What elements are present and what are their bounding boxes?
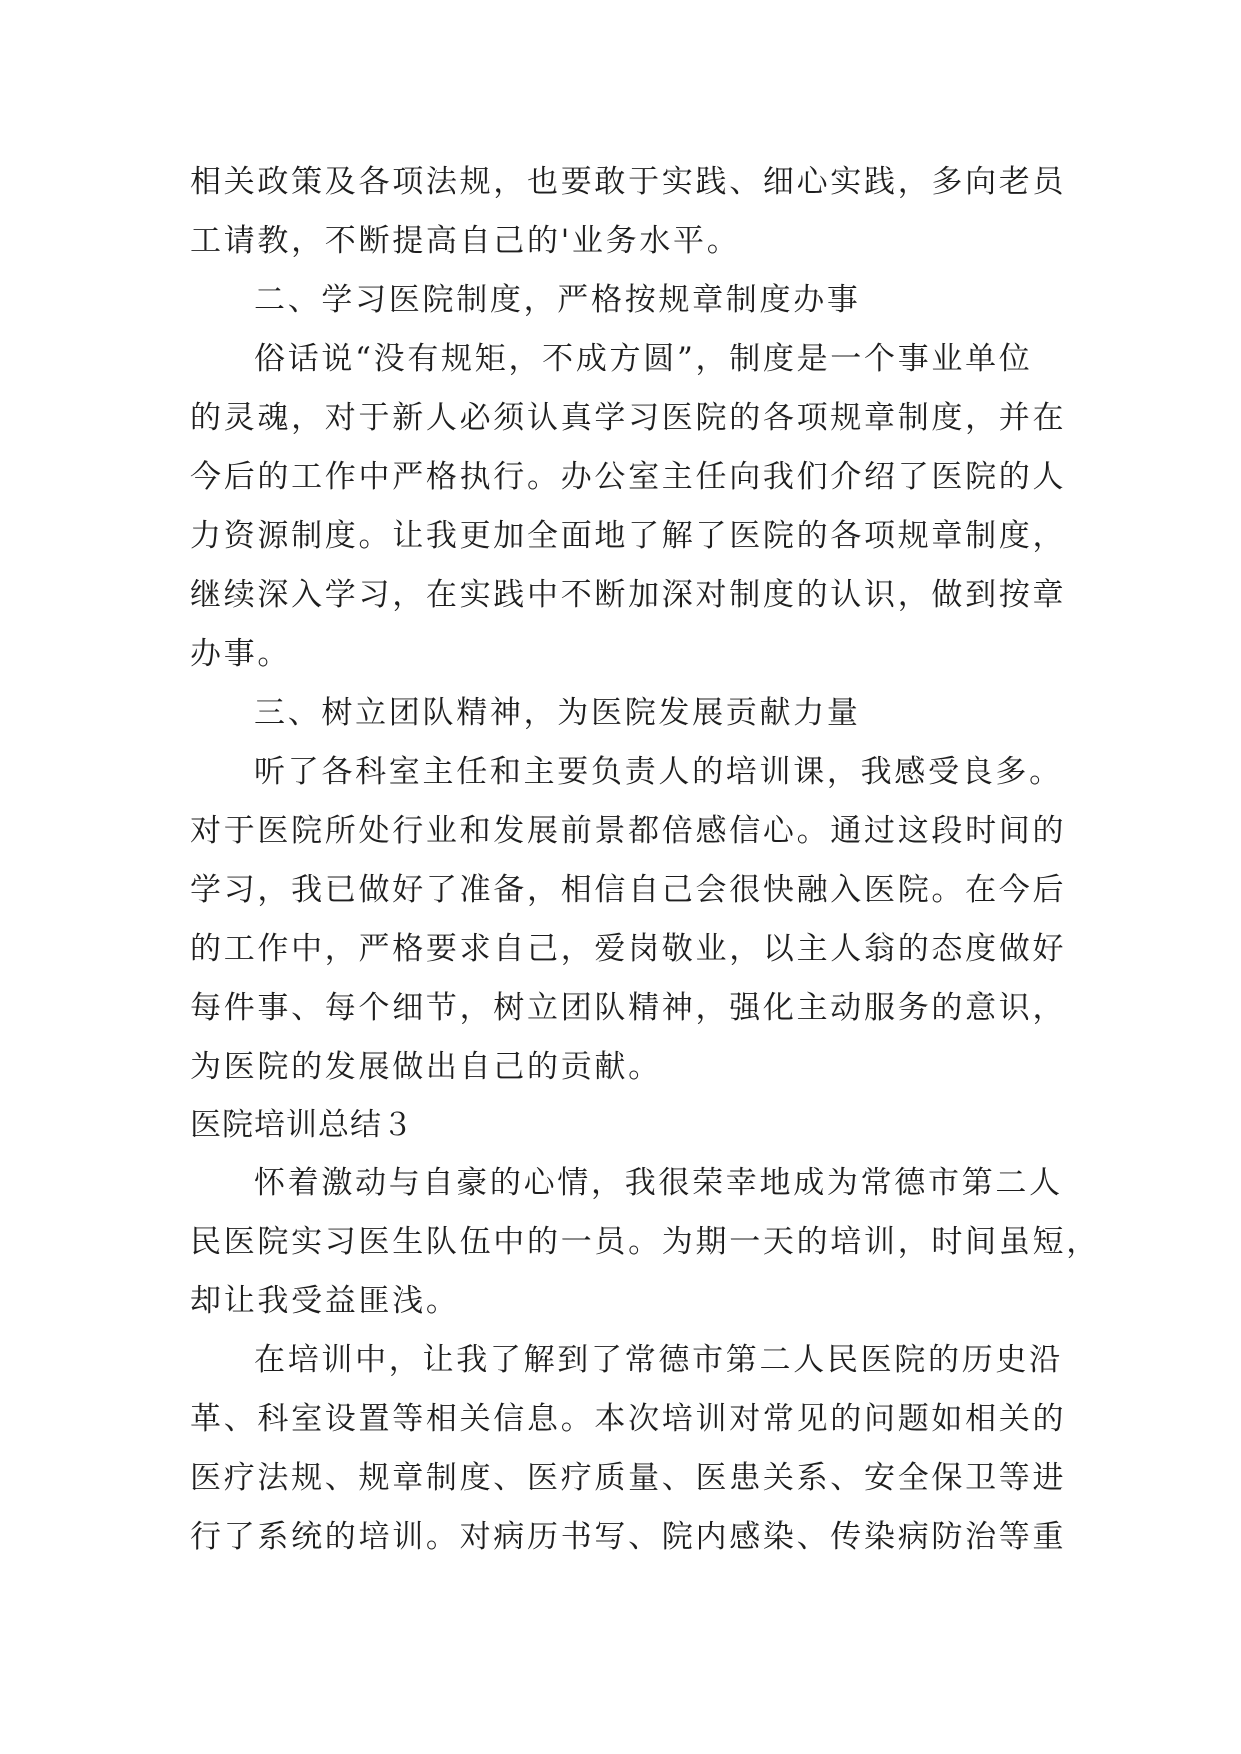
paragraph-line: 每件事、每个细节，树立团队精神，强化主动服务的意识，	[190, 990, 1067, 1026]
paragraph-line: 为医院的发展做出自己的贡献。	[190, 1049, 662, 1085]
section-heading-3: 三、树立团队精神，为医院发展贡献力量	[254, 695, 861, 731]
paragraph-line: 俗话说“没有规矩，不成方圆”，制度是一个事业单位	[254, 341, 1033, 377]
paragraph-line: 今后的工作中严格执行。办公室主任向我们介绍了医院的人	[190, 459, 1067, 495]
paragraph-line: 行了系统的培训。对病历书写、院内感染、传染病防治等重	[190, 1519, 1067, 1555]
paragraph-line: 对于医院所处行业和发展前景都倍感信心。通过这段时间的	[190, 813, 1067, 849]
paragraph-line: 却让我受益匪浅。	[190, 1283, 460, 1319]
paragraph-line: 民医院实习医生队伍中的一员。为期一天的培训，时间虽短，	[190, 1224, 1100, 1260]
paragraph-line: 在培训中，让我了解到了常德市第二人民医院的历史沿	[254, 1342, 1063, 1378]
paragraph-line: 工请教，不断提高自己的'业务水平。	[190, 223, 741, 259]
paragraph-line: 怀着激动与自豪的心情，我很荣幸地成为常德市第二人	[254, 1165, 1063, 1201]
paragraph-line: 办事。	[190, 636, 292, 672]
paragraph-line: 听了各科室主任和主要负责人的培训课，我感受良多。	[254, 754, 1063, 790]
paragraph-line: 革、科室设置等相关信息。本次培训对常见的问题如相关的	[190, 1401, 1067, 1437]
section-heading-2: 二、学习医院制度，严格按规章制度办事	[254, 282, 861, 318]
paragraph-line: 继续深入学习，在实践中不断加深对制度的认识，做到按章	[190, 577, 1067, 613]
paragraph-line: 的工作中，严格要求自己，爱岗敬业，以主人翁的态度做好	[190, 931, 1067, 967]
paragraph-line: 学习，我已做好了准备，相信自己会很快融入医院。在今后	[190, 872, 1067, 908]
paragraph-line: 医疗法规、规章制度、医疗质量、医患关系、安全保卫等进	[190, 1460, 1067, 1496]
paragraph-line: 的灵魂，对于新人必须认真学习医院的各项规章制度，并在	[190, 400, 1067, 436]
document-title: 医院培训总结３	[190, 1107, 414, 1143]
paragraph-line: 相关政策及各项法规，也要敢于实践、细心实践，多向老员	[190, 164, 1067, 200]
paragraph-line: 力资源制度。让我更加全面地了解了医院的各项规章制度，	[190, 518, 1067, 554]
